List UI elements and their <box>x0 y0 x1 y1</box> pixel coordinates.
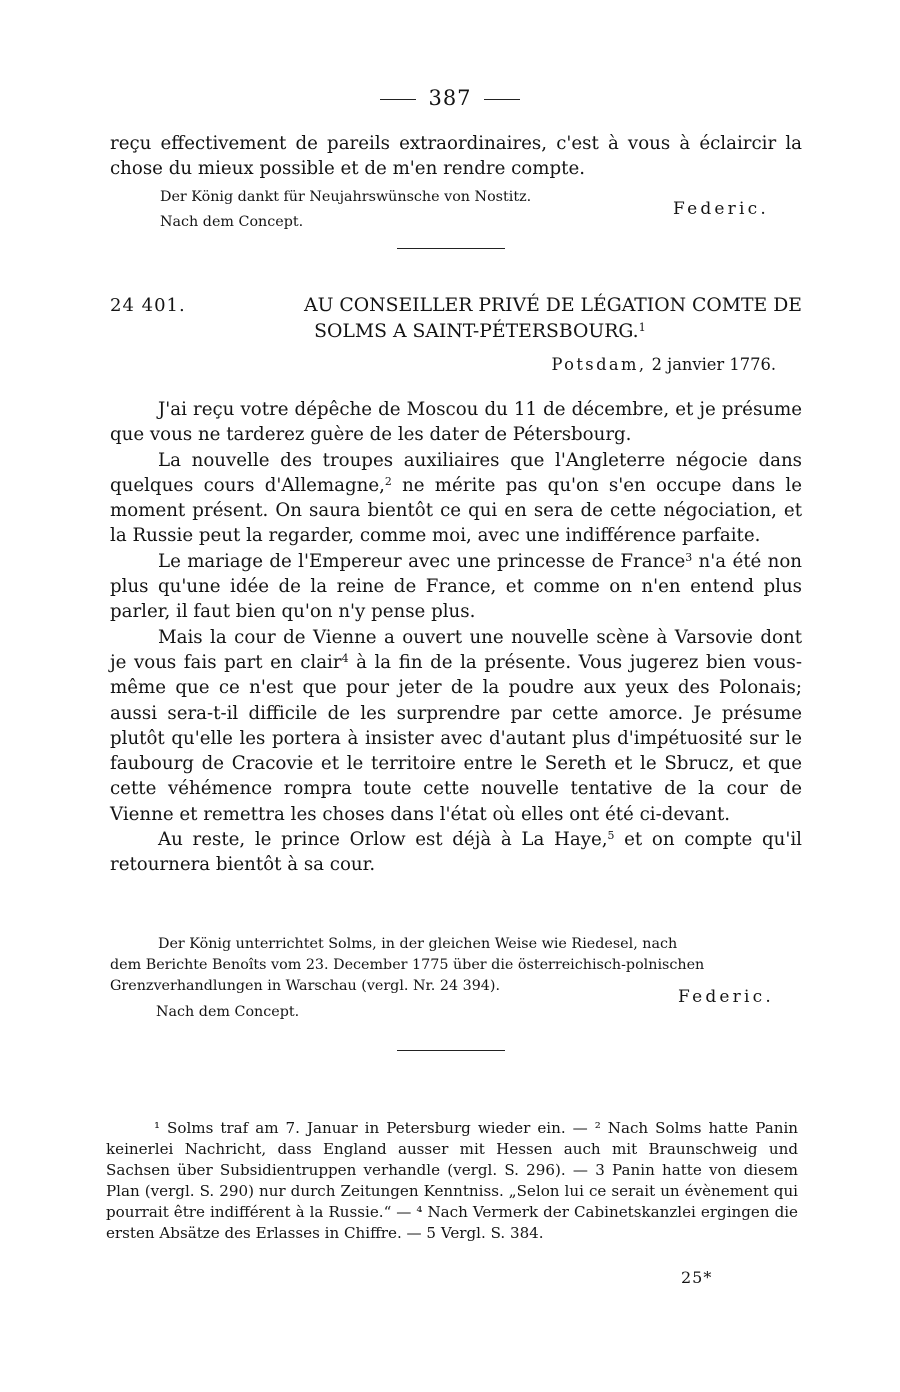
letter-paragraph <box>110 448 802 549</box>
letter-note-line-2: dem Berichte Benoîts vom 23. December 1775 über die österreichisch-polnischen <box>110 957 705 973</box>
letter-body <box>110 397 802 878</box>
letter-heading-text-1: AU CONSEILLER PRIVÉ DE LÉGATION COMTE DE <box>304 295 802 316</box>
date-place: Potsdam, <box>551 355 647 374</box>
footnote-ref: 2 <box>384 474 392 488</box>
previous-letter-source: Nach dem Concept. <box>160 214 304 230</box>
paragraph-text: et on compte qu'il retournera bientôt à sa cour. <box>110 829 802 876</box>
date-text: 2 janvier 1776. <box>651 355 776 374</box>
letter-heading-line-2 <box>110 319 802 345</box>
page-number: 387 <box>0 86 900 110</box>
page-number-dash-right <box>484 99 520 100</box>
letter-signature: Federic. <box>678 987 774 1007</box>
letter-heading-text-2: SOLMS A SAINT-PÉTERSBOURG. <box>314 321 639 342</box>
letter-dateline <box>551 355 776 374</box>
letter-paragraph <box>110 397 802 448</box>
paragraph-text: Au reste, le prince Orlow est déjà à La Haye, <box>158 829 608 851</box>
letter-note-line-1: Der König unterrichtet Solms, in der gleichen Weise wie Riedesel, nach <box>158 936 678 952</box>
letter-number: 24 401. <box>110 295 186 316</box>
paragraph-text: J'ai reçu votre dépêche de Moscou du 11 de décembre, et je présume que vous ne tarderez guère de les dater de Pétersbourg. <box>110 399 802 446</box>
footnote-ref: 4 <box>341 651 349 665</box>
paragraph-text: Le mariage de l'Empereur avec une princesse de France <box>158 550 686 572</box>
footnote-text: ¹ Solms traf am 7. Januar in Petersburg wieder ein. — ² Nach Solms hatte Panin keinerlei Nachricht, dass England ausser mit Hessen auch mit Braunschweig und Sachsen über Subsidientruppen verhandle (vergl. S. 296). — 3 Panin hatte von diesem Plan (vergl. S. 290) nur durch Zeitungen Kenntniss. „Selon lui ce serait un évènement qui pourrait être indifférent à la Russie.“ — ⁴ Nach Vermerk der Cabinetskanzlei ergingen die ersten Absätze des Erlasses in Chiffre. — 5 Vergl. S. 384. <box>106 1119 798 1242</box>
previous-letter-signature: Federic. <box>673 199 769 219</box>
previous-letter-closing-text: reçu effectivement de pareils extraordinaires, c'est à vous à éclaircir la chose du mieux possible et de m'en rendre compte. <box>110 133 802 180</box>
letter-heading-line-1 <box>110 293 802 319</box>
sheet-signature-mark: 25* <box>681 1268 713 1287</box>
letter-heading <box>110 293 802 345</box>
letter-paragraph <box>110 625 802 827</box>
letter-source: Nach dem Concept. <box>156 1004 300 1020</box>
paragraph-text: La nouvelle des troupes auxiliaires que l'Angleterre négocie dans quelques cours d'Allemagne, <box>110 449 802 496</box>
letter-paragraph <box>110 549 802 625</box>
section-divider <box>397 248 505 249</box>
paragraph-text: n'a été non plus qu'une idée de la reine de France, et comme on n'en entend plus parler, il faut bien qu'on n'y pense plus. <box>110 550 803 623</box>
previous-letter-note: Der König dankt für Neujahrswünsche von Nostitz. <box>160 189 532 205</box>
page-number-dash-left <box>380 99 416 100</box>
footnote-ref: 1 <box>638 320 646 334</box>
footnotes <box>106 1118 798 1244</box>
footnote-ref: 5 <box>607 829 615 843</box>
footnote-divider <box>397 1050 505 1051</box>
letter-note-line-3: Grenzverhandlungen in Warschau (vergl. Nr. 24 394). <box>110 978 501 994</box>
letter-paragraph <box>110 827 802 878</box>
paragraph-text: Mais la cour de Vienne a ouvert une nouvelle scène à Varsovie dont je vous fais part en clair <box>110 626 802 673</box>
paragraph-text: à la fin de la présente. Vous jugerez bien vous-même que ce n'est que pour jeter de la poudre aux yeux des Polonais; aussi sera-t-il difficile de les surprendre par cette amorce. Je présume plutôt qu'elle les portera à insister avec d'autant plus d'impétuosité sur le faubourg de Cracovie et le territoire entre le Sereth et le Sbrucz, et que cette véhémence rompra toute cette nouvelle tentative de la cour de Vienne et remettra les choses dans l'état où elles ont été ci-devant. <box>110 651 802 825</box>
footnote-ref: 3 <box>685 550 693 564</box>
paragraph-text: ne mérite pas qu'on s'en occupe dans le moment présent. On saura bientôt ce qui en sera de cette négociation, et la Russie peut la regarder, comme moi, avec une indifférence parfaite. <box>110 474 802 547</box>
